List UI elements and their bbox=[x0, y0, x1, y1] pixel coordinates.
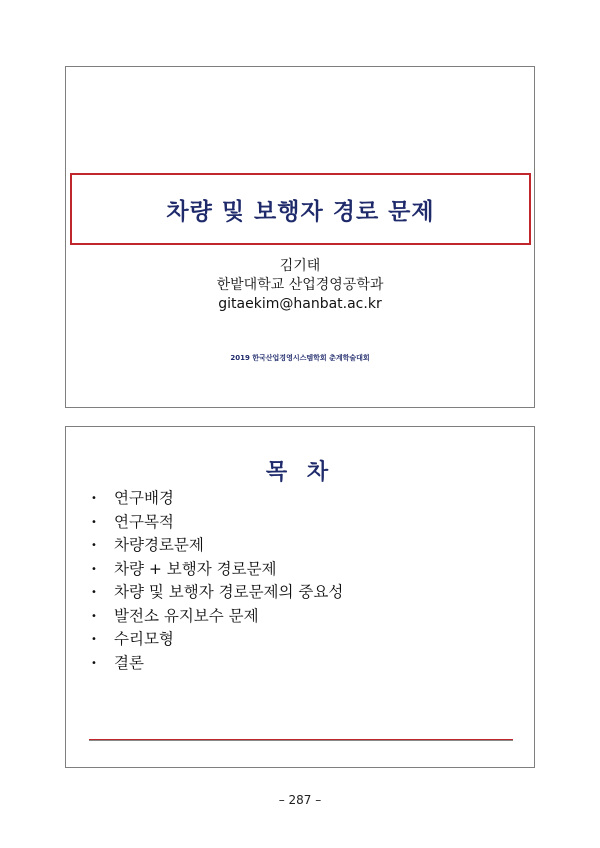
list-item bbox=[91, 628, 343, 652]
list-item-label: 연구배경 bbox=[114, 489, 174, 507]
list-item-label: 차량 + 보행자 경로문제 bbox=[114, 559, 277, 578]
toc-title: 목 차 bbox=[265, 460, 335, 485]
conference-name: 2019 한국산업경영시스템학회 춘계학술대회 bbox=[230, 354, 370, 362]
author-affiliation: 한밭대학교 산업경영공학과 bbox=[216, 277, 384, 293]
toc-list bbox=[91, 487, 343, 675]
list-item bbox=[91, 534, 343, 558]
list-item bbox=[91, 652, 343, 676]
author-email: gitaekim@hanbat.ac.kr bbox=[218, 296, 382, 312]
bullet-icon: • bbox=[91, 634, 97, 645]
list-item bbox=[91, 605, 343, 629]
list-item-label: 연구목적 bbox=[114, 512, 174, 531]
list-item-label: 차량경로문제 bbox=[114, 536, 204, 554]
divider bbox=[89, 739, 513, 741]
toc-slide bbox=[65, 426, 535, 768]
bullet-icon: • bbox=[91, 540, 97, 551]
bullet-icon: • bbox=[91, 493, 97, 504]
bullet-icon: • bbox=[91, 563, 97, 575]
bullet-icon: • bbox=[91, 516, 97, 528]
list-item bbox=[91, 581, 343, 605]
list-item bbox=[91, 487, 343, 511]
page-number: – 287 – bbox=[278, 793, 322, 807]
author-block bbox=[66, 257, 534, 314]
list-item bbox=[91, 558, 343, 582]
title-slide bbox=[65, 66, 535, 408]
title-box bbox=[70, 173, 531, 245]
list-item-label: 결론 bbox=[114, 653, 144, 672]
author-name: 김기태 bbox=[279, 258, 321, 274]
bullet-icon: • bbox=[91, 587, 97, 598]
list-item bbox=[91, 511, 343, 535]
slide-title: 차량 및 보행자 경로 문제 bbox=[166, 198, 435, 225]
list-item-label: 발전소 유지보수 문제 bbox=[114, 606, 259, 625]
list-item-label: 수리모형 bbox=[114, 630, 174, 648]
bullet-icon: • bbox=[91, 657, 97, 669]
bullet-icon: • bbox=[91, 610, 97, 622]
list-item-label: 차량 및 보행자 경로문제의 중요성 bbox=[114, 583, 344, 601]
